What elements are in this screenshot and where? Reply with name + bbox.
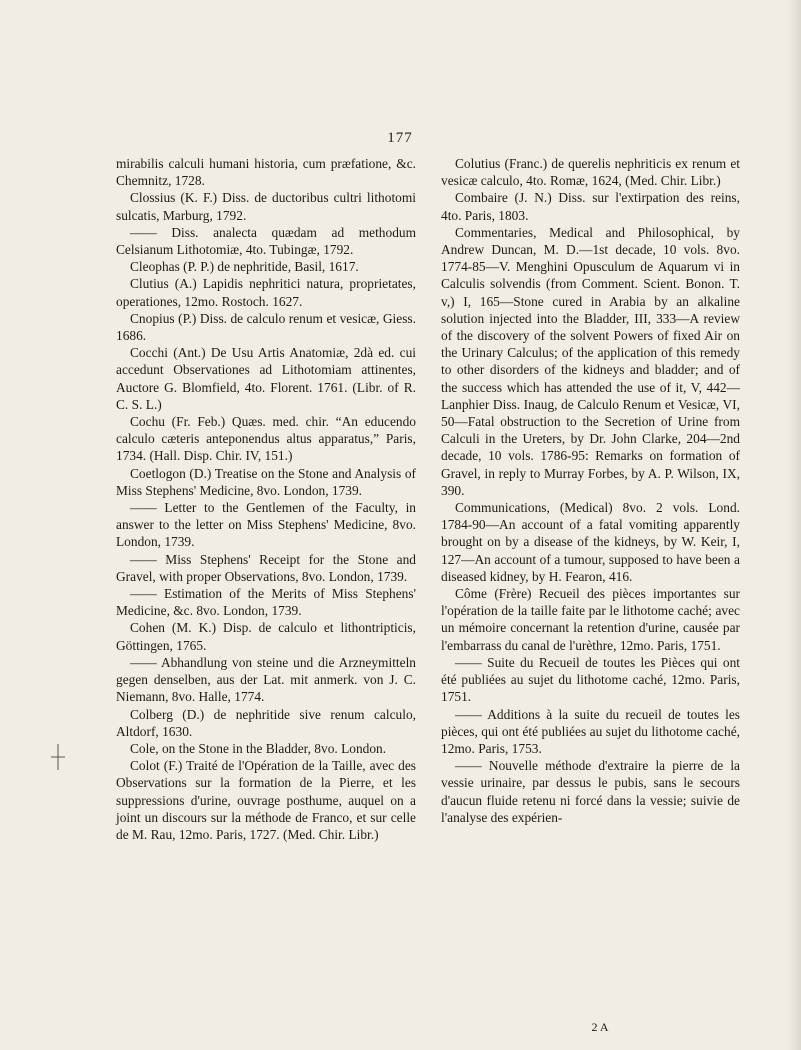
bibliography-entry: Clutius (A.) Lapidis nephritici natura, proprietates, operationes, 12mo. Rostoch. 1627. bbox=[116, 276, 416, 309]
bibliography-entry: Cochu (Fr. Feb.) Quæs. med. chir. “An educendo calculo cæteris anteponendus altus apparatus,” Paris, 1734. (Hall. Disp. Chir. IV, 151.) bbox=[116, 414, 416, 464]
bibliography-entry: —— Letter to the Gentlemen of the Faculty, in answer to the letter on Miss Stephens' Medicine, 8vo. London, 1739. bbox=[116, 500, 416, 550]
bibliography-entry: Colberg (D.) de nephritide sive renum calculo, Altdorf, 1630. bbox=[116, 706, 416, 739]
page-edge-shadow bbox=[787, 0, 801, 1050]
bibliography-entry: —— Diss. analecta quædam ad methodum Celsianum Lithotomiæ, 4to. Tubingæ, 1792. bbox=[116, 224, 416, 258]
bibliography-entry: —— Miss Stephens' Receipt for the Stone and Gravel, with proper Observations, 8vo. London, 1739. bbox=[116, 551, 416, 584]
bibliography-entry: —— Nouvelle méthode d'extraire la pierre de la vessie urinaire, par dessus le pubis, sans le secours d'aucun fluide retenu ni forcé dans la vessie; suivie de l'analyse des expérien- bbox=[441, 758, 740, 825]
registration-mark-icon bbox=[49, 744, 67, 770]
signature-mark: 2 A bbox=[591, 1020, 609, 1034]
bibliography-entry: —— Abhandlung von steine und die Arzneymitteln gegen denselben, aus der Lat. mit anmerk. von J. C. Niemann, 8vo. Halle, 1774. bbox=[116, 654, 416, 705]
bibliography-entry: Colutius (Franc.) de querelis nephriticis ex renum et vesicæ calculo, 4to. Romæ, 1624, (Med. Chir. Libr.) bbox=[441, 156, 740, 189]
bibliography-entry: Communications, (Medical) 8vo. 2 vols. Lond. 1784-90—An account of a fatal vomiting apparently brought on by a disease of the kidneys, by W. Keir, I, 127—An account of a tumour, supposed to have been a diseased kidney, by H. Fearon, 416. bbox=[441, 500, 740, 584]
bibliography-entry: Cole, on the Stone in the Bladder, 8vo. London. bbox=[130, 740, 387, 756]
bibliography-entry: Colot (F.) Traité de l'Opération de la Taille, avec des Observations sur la formation de la Pierre, et les suppressions d'urine, ouvrage posthume, auquel on a joint un discours sur la méthode de Franco, et sur celle de M. Rau, 12mo. Paris, 1727. (Med. Chir. Libr.) bbox=[116, 758, 416, 842]
bibliography-entry: Cocchi (Ant.) De Usu Artis Anatomiæ, 2dà ed. cui accedunt Observationes ad Lithotomiam attinentes, Auctore G. Blomfield, 4to. Florent. 1761. (Libr. of R. C. S. L.) bbox=[116, 345, 416, 412]
left-column bbox=[116, 155, 416, 843]
bibliography-entry: Cnopius (P.) Diss. de calculo renum et vesicæ, Giess. 1686. bbox=[116, 310, 416, 344]
bibliography-entry: —— Suite du Recueil de toutes les Pièces qui ont été publiées au sujet du lithotome caché, 12mo. Paris, 1751. bbox=[441, 654, 740, 705]
bibliography-entry: Cohen (M. K.) Disp. de calculo et lithontripticis, Göttingen, 1765. bbox=[116, 620, 416, 653]
right-column bbox=[441, 155, 740, 826]
page-number: 177 bbox=[387, 130, 413, 146]
bibliography-entry: Cleophas (P. P.) de nephritide, Basil, 1617. bbox=[130, 259, 359, 275]
bibliography-entry: Combaire (J. N.) Diss. sur l'extirpation des reins, 4to. Paris, 1803. bbox=[441, 190, 740, 223]
bibliography-entry: —— Additions à la suite du recueil de toutes les pièces, qui ont été publiées au sujet du lithotome caché, 12mo. Paris, 1753. bbox=[441, 706, 740, 756]
bibliography-entry: Coetlogon (D.) Treatise on the Stone and Analysis of Miss Stephens' Medicine, 8vo. London, 1739. bbox=[116, 465, 416, 498]
bibliography-entry: mirabilis calculi humani historia, cum præfatione, &c. Chemnitz, 1728. bbox=[116, 156, 416, 189]
bibliography-entry: Commentaries, Medical and Philosophical, by Andrew Duncan, M. D.—1st decade, 10 vols. 8vo. 1774-85—V. Menghini Opusculum de Aquarum vi in Calculis solvendis (from Comment. Scient. Bonon. T. v,) I, 165—Stone cured in Arabia by an alkaline solution injected into the Bladder, III, 333—A review of the discovery of the solvent Powers of fixed Air on the Urinary Calculus; of the application of this remedy to other disorders of the kidneys and bladder; and of the success which has attended the use of it, V, 442—Lanphier Diss. Inaug, de Calculo Renum et Vesicæ, VI, 50—Fatal obstruction to the Secretion of Urine from Calculi in the Ureters, by Dr. John Clarke, 204—2nd decade, 10 vols. 1786-95: Remarks on formation of Gravel, in reply to Murray Forbes, by A. P. Wilson, IX, 390. bbox=[441, 224, 740, 498]
bibliography-entry: —— Estimation of the Merits of Miss Stephens' Medicine, &c. 8vo. London, 1739. bbox=[116, 586, 416, 619]
bibliography-entry: Côme (Frère) Recueil des pièces importantes sur l'opération de la taille faite par le lithotome caché; avec un mémoire concernant la retention d'urine, causée par l'embarrass du canal de l'urèthre, 12mo. Paris, 1751. bbox=[441, 586, 740, 653]
bibliography-entry: Clossius (K. F.) Diss. de ductoribus cultri lithotomi sulcatis, Marburg, 1792. bbox=[116, 190, 416, 223]
